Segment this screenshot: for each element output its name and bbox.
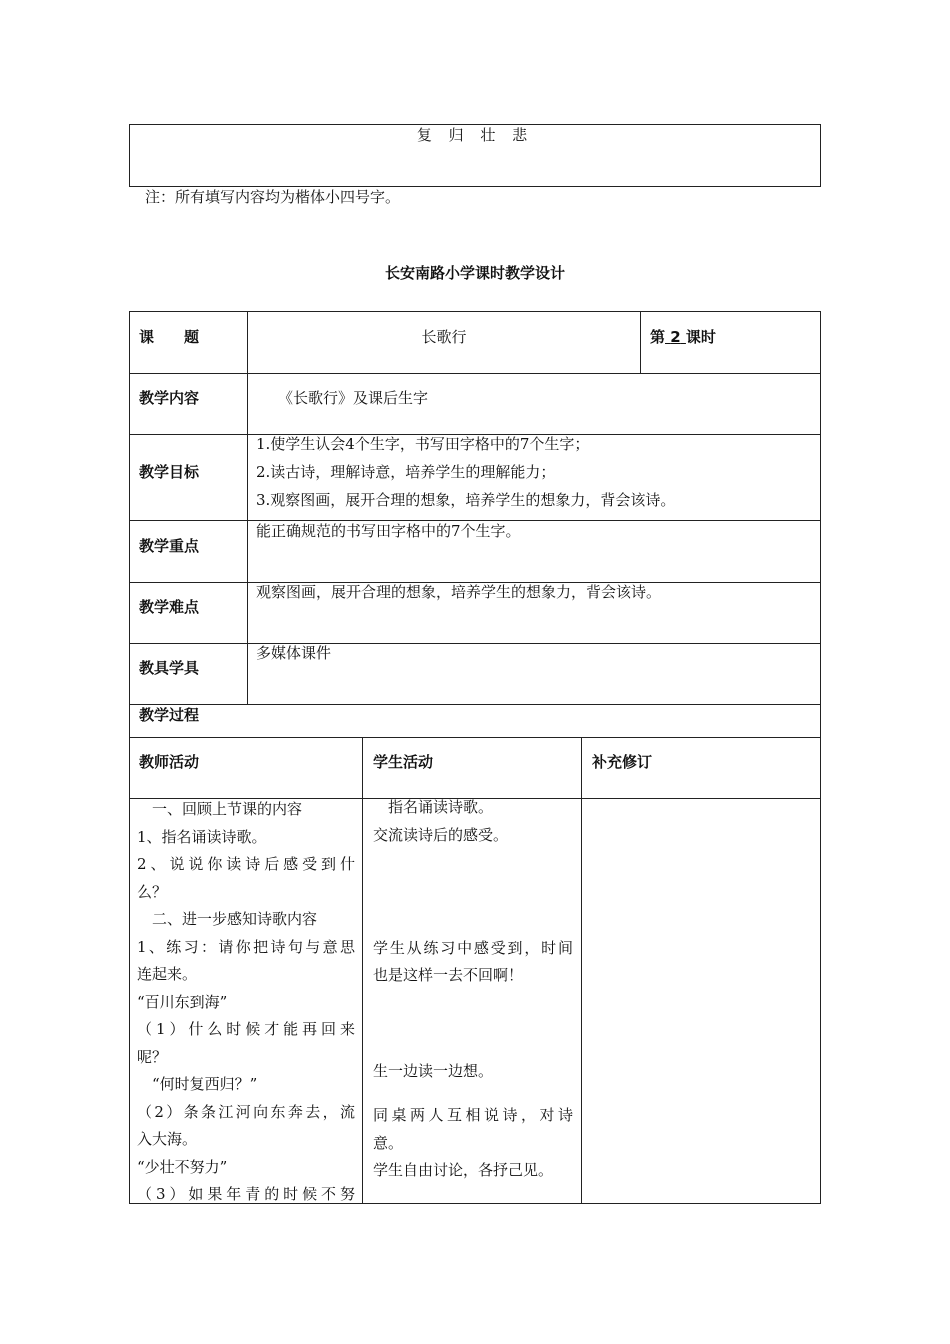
teacher-line: “何时复西归？” [137,1075,258,1093]
topic-value: 长歌行 [421,328,467,346]
session-number: 2 [670,328,681,346]
teacher-line: （3）如果年青的时候不努 [137,1185,355,1203]
student-line: 同桌两人互相说诗，对诗 [373,1106,573,1124]
student-line: 学生自由讨论，各抒己见。 [373,1161,554,1179]
teacher-line: 连起来。 [137,965,198,983]
session-count [650,327,716,347]
goals-label: 教学目标 [139,463,200,481]
teacher-line: “少壮不努力” [137,1157,228,1176]
teacher-line: “百川东到海” [137,992,228,1011]
topic-label: 课 题 [139,328,200,346]
teacher-line: 入大海。 [137,1130,198,1148]
student-line: 交流读诗后的感受。 [373,826,509,844]
teacher-line: 一、回顾上节课的内容 [137,800,303,818]
teacher-activity-cell [137,796,355,1204]
student-line: 也是这样一去不回啊！ [373,966,524,984]
difficulty-value: 观察图画，展开合理的想象，培养学生的想象力，背会该诗。 [256,583,662,601]
key-point-label: 教学重点 [139,537,200,555]
content-value: 《长歌行》及课后生字 [278,389,429,407]
content-label: 教学内容 [139,389,200,407]
goal-item: 2.读古诗，理解诗意，培养学生的理解能力； [256,463,556,481]
teacher-line: （2）条条江河向东奔去，流 [137,1102,355,1121]
student-line: 生一边读一边想。 [373,1062,494,1080]
teacher-line: 呢？ [137,1047,168,1066]
difficulty-label: 教学难点 [139,598,200,616]
goal-item: 1.使学生认会4个生字，书写田字格中的7个生字； [256,435,590,453]
page-title: 长安南路小学课时教学设计 [384,264,565,282]
student-line: 学生从练习中感受到，时间 [373,939,573,957]
key-point-value: 能正确规范的书写田字格中的7个生字。 [256,522,521,540]
header-revision: 补充修订 [592,753,653,771]
format-note: 注：所有填写内容均为楷体小四号字。 [145,188,401,206]
teacher-line: 1、指名诵读诗歌。 [137,827,267,846]
session-prefix: 第 [650,328,666,346]
teacher-line: 2、说说你读诗后感受到什 [137,855,355,873]
tools-label: 教具学具 [139,659,200,677]
teacher-line: 么？ [137,882,168,901]
goal-item: 3.观察图画，展开合理的想象，培养学生的想象力，背会该诗。 [256,491,676,509]
teacher-line: 1、练习：请你把诗句与意思 [137,937,355,956]
tools-value: 多媒体课件 [256,644,332,662]
header-teacher-activity: 教师活动 [139,753,200,771]
teacher-line: 二、进一步感知诗歌内容 [137,910,318,928]
process-label: 教学过程 [139,706,200,724]
teacher-line: （1）什么时候才能再回来 [137,1020,355,1038]
student-line: 意。 [373,1134,404,1152]
student-line: 指名诵读诗歌。 [373,798,494,816]
session-suffix: 课时 [685,328,716,346]
header-student-activity: 学生活动 [373,753,434,771]
prev-section-cell-text: 复 归 壮 悲 [416,126,534,144]
